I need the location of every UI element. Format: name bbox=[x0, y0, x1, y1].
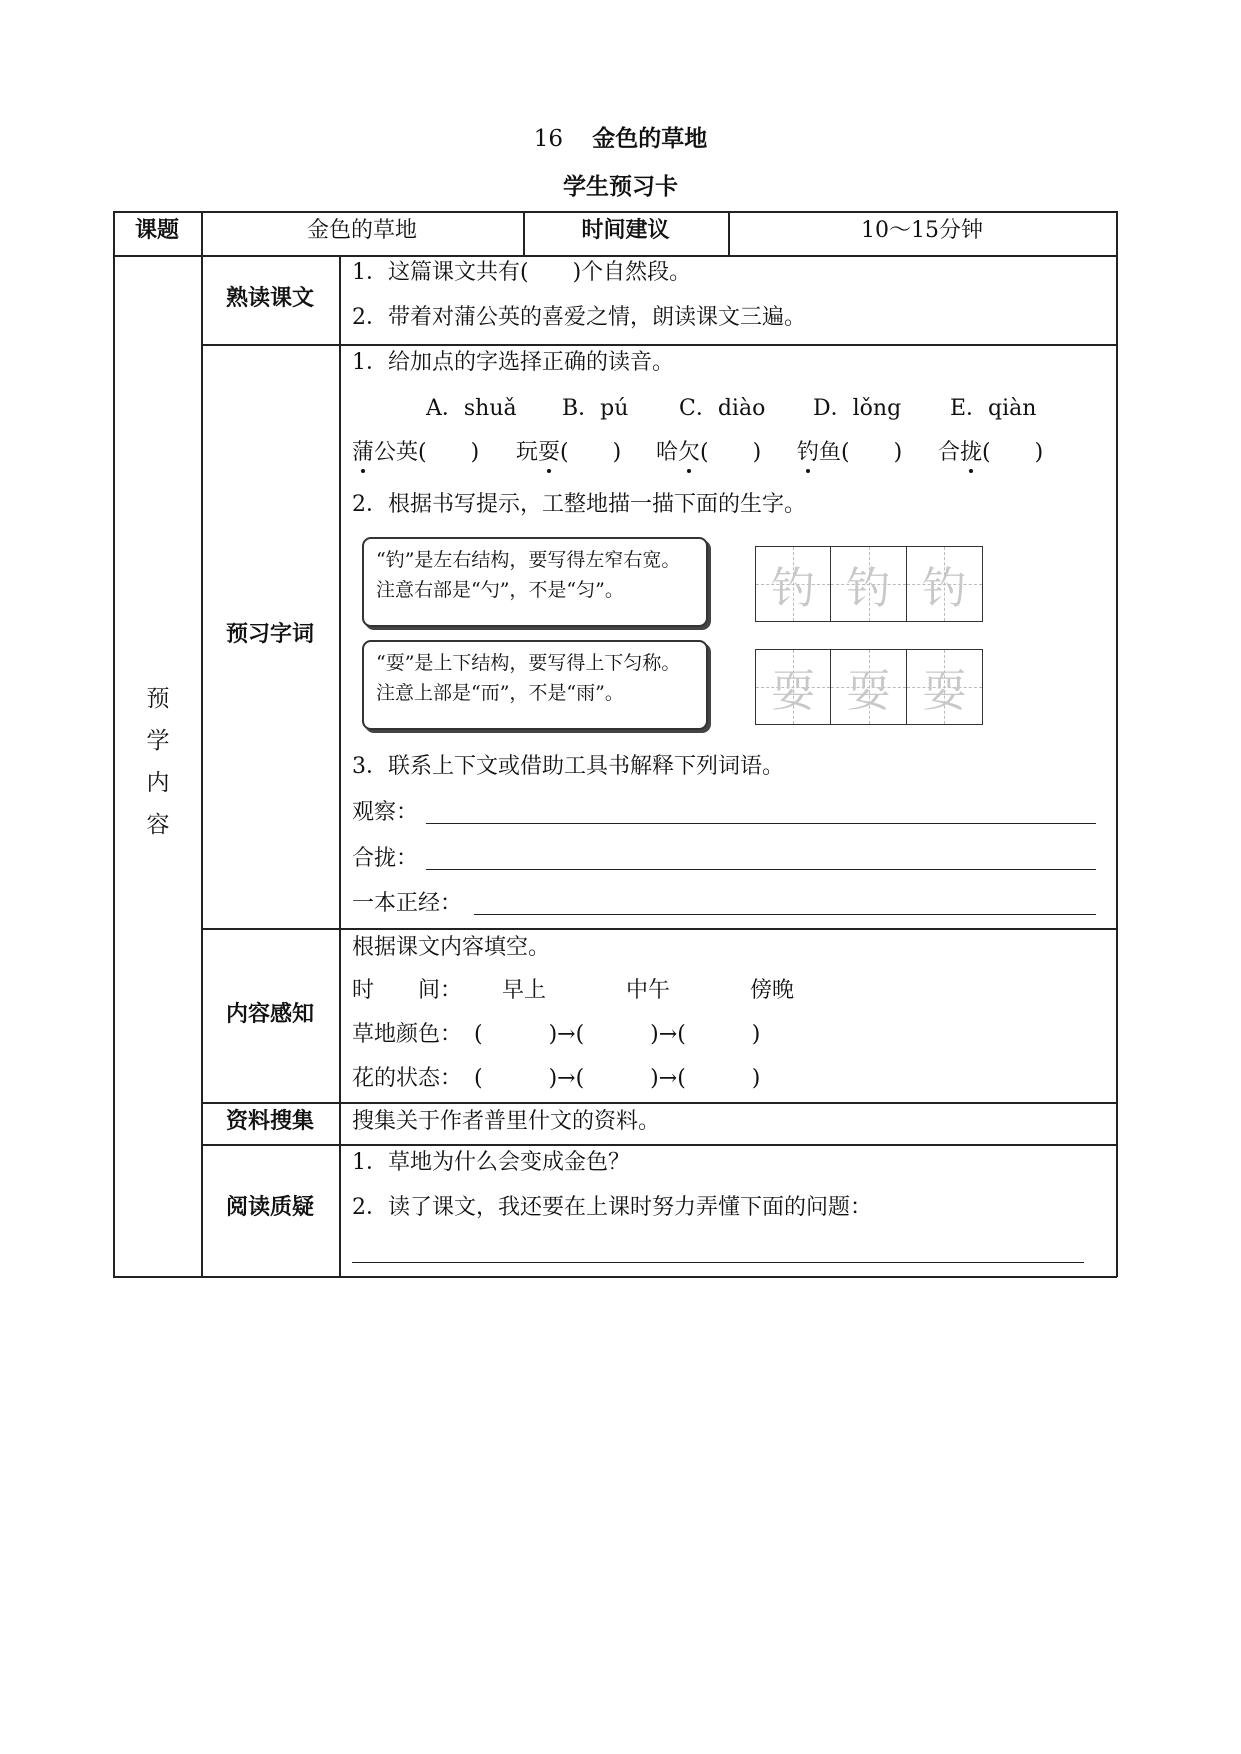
familiar-reading-q2: 2．带着对蒲公英的喜爱之情，朗读课文三遍。 bbox=[352, 305, 806, 330]
reading-questions-q2: 2．读了课文，我还要在上课时努力弄懂下面的问题： bbox=[352, 1195, 872, 1220]
pinyin-option: A．shuǎ bbox=[426, 396, 517, 421]
flower-state-blanks[interactable]: ( )→( )→( ) bbox=[474, 1066, 761, 1091]
answer-line[interactable] bbox=[426, 823, 1096, 824]
time-value: 10～15分钟 bbox=[861, 218, 983, 243]
material-collection-text: 搜集关于作者普里什文的资料。 bbox=[352, 1109, 661, 1134]
preview-words-q2: 2．根据书写提示，工整地描一描下面的生字。 bbox=[352, 492, 806, 517]
pinyin-option: E．qiàn bbox=[950, 396, 1037, 421]
word-label: 一本正经： bbox=[352, 891, 463, 916]
table-row-line bbox=[113, 255, 1117, 257]
pinyin-option: D．lǒng bbox=[813, 396, 902, 421]
table-border-right bbox=[1116, 211, 1118, 1277]
tracing-cell[interactable]: 耍 bbox=[756, 650, 831, 724]
writing-tip-box bbox=[362, 537, 708, 627]
grass-color-blanks[interactable]: ( )→( )→( ) bbox=[474, 1022, 761, 1047]
dotted-char: 拢 bbox=[960, 440, 983, 465]
writing-tip-box bbox=[362, 640, 708, 730]
flower-state-label: 花的状态： bbox=[352, 1066, 463, 1091]
time-label: 时间建议 bbox=[581, 218, 670, 243]
dotted-word-item: 蒲公英( ) bbox=[352, 440, 480, 465]
topic-label: 课题 bbox=[134, 218, 179, 243]
table-border-top bbox=[113, 211, 1117, 213]
dotted-word-item: 玩耍( ) bbox=[516, 440, 622, 465]
tracing-cell[interactable]: 钓 bbox=[756, 547, 831, 621]
dotted-word-item: 合拢( ) bbox=[938, 440, 1044, 465]
time-item: 早上 bbox=[502, 978, 547, 1003]
writing-tip-line: “钓”是左右结构，要写得左窄右宽。 bbox=[376, 549, 681, 571]
dotted-word-item: 哈欠( ) bbox=[656, 440, 762, 465]
word-label: 观察： bbox=[352, 800, 419, 825]
section-label-char: 容 bbox=[146, 812, 170, 838]
lesson-title-text: 金色的草地 bbox=[592, 126, 708, 152]
lesson-title bbox=[0, 120, 1241, 153]
dotted-char: 蒲 bbox=[352, 440, 375, 465]
familiar-reading-label: 熟读课文 bbox=[225, 286, 314, 311]
lesson-number: 16 bbox=[533, 126, 564, 152]
card-title: 学生预习卡 bbox=[563, 174, 678, 200]
writing-tip-line: 注意上部是“而”，不是“雨”。 bbox=[376, 682, 624, 704]
dotted-char: 钓 bbox=[797, 440, 820, 465]
pinyin-option: C．diào bbox=[679, 396, 766, 421]
tracing-cell[interactable]: 耍 bbox=[907, 650, 982, 724]
tracing-grid bbox=[755, 546, 983, 622]
table-col-line bbox=[339, 255, 341, 1277]
table-border-left bbox=[113, 211, 115, 1277]
time-row-label: 时 间： bbox=[352, 978, 463, 1003]
writing-tip-line: 注意右部是“勺”，不是“匀”。 bbox=[376, 579, 624, 601]
answer-line[interactable] bbox=[474, 914, 1096, 915]
time-item: 中午 bbox=[626, 978, 671, 1003]
tracing-grid bbox=[755, 649, 983, 725]
tracing-cell[interactable]: 钓 bbox=[907, 547, 982, 621]
section-label-char: 内 bbox=[146, 770, 170, 796]
table-border-bottom bbox=[113, 1276, 1117, 1278]
dotted-word-item: 钓鱼( ) bbox=[797, 440, 903, 465]
time-item: 傍晚 bbox=[750, 978, 795, 1003]
pinyin-option: B．pú bbox=[562, 396, 629, 421]
familiar-reading-q1: 1．这篇课文共有( )个自然段。 bbox=[352, 260, 692, 285]
reading-questions-label: 阅读质疑 bbox=[225, 1195, 314, 1220]
preview-words-label: 预习字词 bbox=[225, 622, 314, 647]
content-perception-label: 内容感知 bbox=[225, 1002, 314, 1027]
section-label bbox=[138, 678, 178, 846]
dotted-char: 耍 bbox=[538, 440, 561, 465]
tracing-cell[interactable]: 耍 bbox=[831, 650, 906, 724]
preview-words-q3: 3．联系上下文或借助工具书解释下列词语。 bbox=[352, 754, 784, 779]
section-label-char: 预 bbox=[146, 686, 170, 712]
content-perception-intro: 根据课文内容填空。 bbox=[352, 935, 551, 960]
tracing-cell[interactable]: 钓 bbox=[831, 547, 906, 621]
topic-value: 金色的草地 bbox=[306, 218, 417, 243]
writing-tip-line: “耍”是上下结构，要写得上下匀称。 bbox=[376, 652, 681, 674]
preview-words-q1: 1．给加点的字选择正确的读音。 bbox=[352, 350, 674, 375]
section-label-char: 学 bbox=[146, 728, 170, 754]
answer-line[interactable] bbox=[352, 1262, 1084, 1263]
material-collection-label: 资料搜集 bbox=[225, 1109, 314, 1134]
word-label: 合拢： bbox=[352, 846, 419, 871]
reading-questions-q1: 1．草地为什么会变成金色？ bbox=[352, 1150, 630, 1175]
grass-color-label: 草地颜色： bbox=[352, 1022, 463, 1047]
dotted-char: 欠 bbox=[678, 440, 701, 465]
answer-line[interactable] bbox=[426, 869, 1096, 870]
